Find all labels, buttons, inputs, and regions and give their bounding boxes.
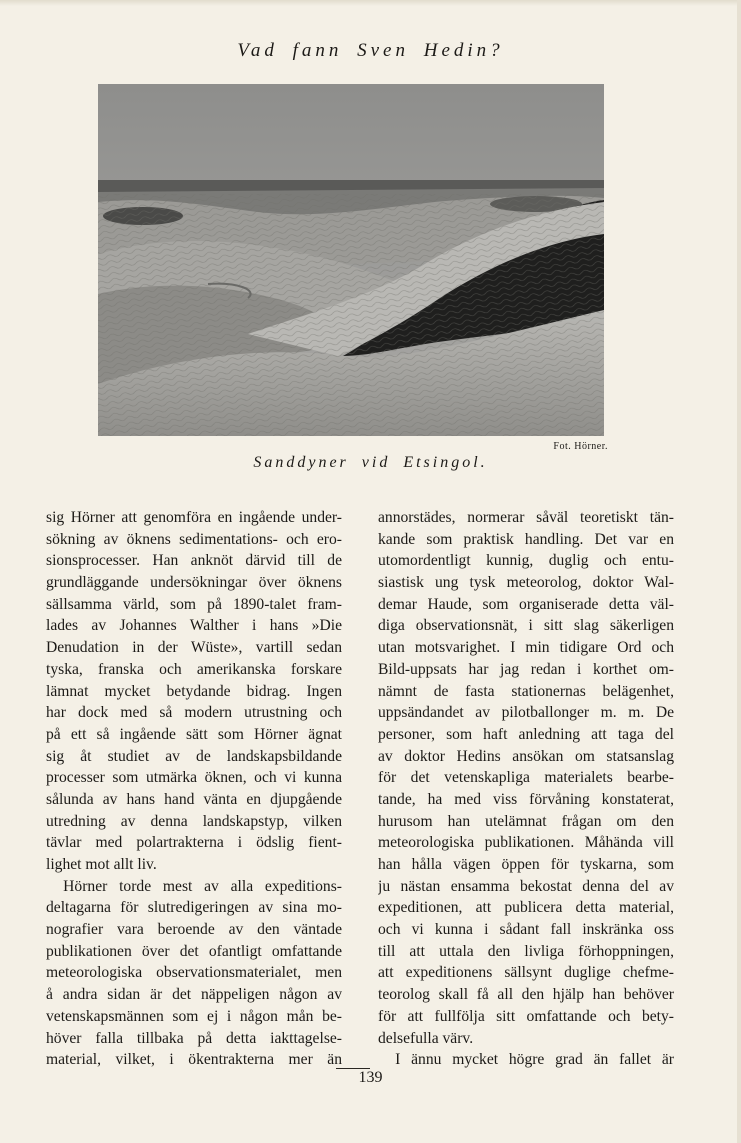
text-line: tyska, franska och amerikanska forskare: [46, 660, 342, 678]
text-line: grundläggande undersökningar över öknens: [46, 574, 342, 592]
text-line: till att uttala den livliga förhoppningen,: [378, 942, 674, 960]
paragraph: [378, 507, 674, 1049]
text-line: Hörner torde mest av alla expeditions-: [63, 877, 342, 895]
figure-caption: Sanddyner vid Etsingol.: [253, 454, 488, 471]
text-line: expeditionen, att publicera detta material,: [378, 899, 674, 917]
text-line: uppsändandet av pilotballonger m. m. De: [378, 704, 674, 722]
text-line: meteorologiska publikationen. Måhända vill: [378, 834, 674, 852]
text-line: demar Haude, som organiserade detta väl-: [378, 595, 674, 613]
text-line: sionsprocesser. Han anknöt därvid till de: [46, 552, 342, 570]
text-line: kande som praktisk handling. Det var en: [378, 530, 674, 548]
text-line: nämnt de fasta stationernas belägenhet,: [378, 682, 674, 700]
text-line: lämnat mycket betydande bidrag. Ingen: [46, 682, 342, 700]
text-column-left: [46, 507, 342, 1071]
text-line: hurusom han utelämnat frågan om den: [378, 812, 674, 830]
text-line: sällsamma värld, som på 1890-talet fram-: [46, 595, 342, 613]
text-line: lighet mot allt liv.: [46, 856, 157, 873]
text-column-right: [378, 507, 674, 1071]
text-line: för att fullfölja sitt omfattande och bety-: [378, 1007, 674, 1025]
text-line: delsefulla värv.: [378, 1029, 474, 1047]
page-number: 139: [358, 1069, 383, 1086]
paragraph: [46, 507, 342, 876]
page-top-edge: [0, 0, 741, 6]
text-line: nografier vara beroende av den väntade: [46, 921, 342, 939]
text-line: å andra sidan är det näppeligen någon av: [46, 986, 342, 1004]
text-line: höver falla tillbaka på detta iakttagelse-: [46, 1029, 342, 1047]
text-line: tävlar med polartrakterna i ödslig fient-: [46, 834, 342, 852]
text-line: deltagarna för slutredigeringen av sina mo-: [46, 899, 342, 917]
text-line: lades av Johannes Walther i hans »Die: [46, 617, 342, 635]
text-line: på ett så ingående sätt som Hörner ägnat: [46, 725, 342, 743]
text-line: sig Hörner att genomföra en ingående under-: [46, 509, 342, 526]
text-line: utan motsvarighet. I min tidigare Ord och: [378, 639, 674, 657]
text-line: personer, som haft anledning att taga del: [378, 725, 674, 743]
text-line: Bild-uppsats har jag redan i korthet om-: [378, 660, 674, 678]
text-line: utredning av denna landskapstyp, vilken: [46, 812, 342, 830]
text-line: meteorologiska observationsmaterialet, men: [46, 964, 342, 982]
text-line: att expeditionens sällsynt duglige chefme-: [378, 964, 674, 982]
text-line: sökning av öknens sedimentations- och ero-: [46, 530, 342, 548]
text-line: sig åt studiet av de landskapsbildande: [46, 747, 342, 765]
text-line: annorstädes, normerar såväl teoretiskt tän-: [378, 509, 674, 526]
text-line: I ännu mycket högre grad än fallet är: [395, 1051, 674, 1069]
text-line: vetenskapsmännen som ej i någon mån be-: [46, 1007, 342, 1025]
text-line: processer som utmärka öknen, och vi kunna: [46, 769, 342, 787]
text-line: han hålla vägen öppen för tyskarna, som: [378, 856, 674, 873]
text-line: sålunda av hans hand vänta en djupgående: [46, 790, 342, 808]
text-line: teorolog skall få all den hjälp han behöver: [378, 986, 674, 1004]
text-line: har dock med så modern utrustning och: [46, 704, 342, 722]
text-line: och vi kunna i sådant fall inskränka oss: [378, 921, 674, 939]
sand-dune-photograph: [98, 84, 604, 436]
paragraph: [46, 876, 342, 1071]
text-line: material, vilket, i ökentrakterna mer än: [46, 1051, 342, 1069]
text-line: publikationen över det ofantligt omfattande: [46, 942, 342, 960]
text-line: utomordentligt kunnig, duglig och entu-: [378, 552, 674, 570]
text-line: för det vetenskapliga materialets bearbe-: [378, 769, 674, 787]
text-line: siastisk ung tysk meteorolog, doktor Wal-: [378, 574, 674, 592]
text-line: tande, ha med viss förvåning konstaterat,: [378, 790, 674, 808]
text-line: diga observationsnät, i sitt slag säkerligen: [378, 617, 674, 635]
running-head: Vad fann Sven Hedin?: [237, 40, 504, 61]
text-line: av doktor Hedins ansökan om statsanslag: [378, 747, 674, 765]
paragraph: [378, 1049, 674, 1071]
text-line: Denudation in der Wüste», vartill sedan: [46, 639, 342, 657]
text-line: ju nästan ensamma bekostat denna del av: [378, 877, 674, 895]
photo-credit: Fot. Hörner.: [553, 441, 608, 452]
page-right-edge: [737, 0, 741, 1143]
